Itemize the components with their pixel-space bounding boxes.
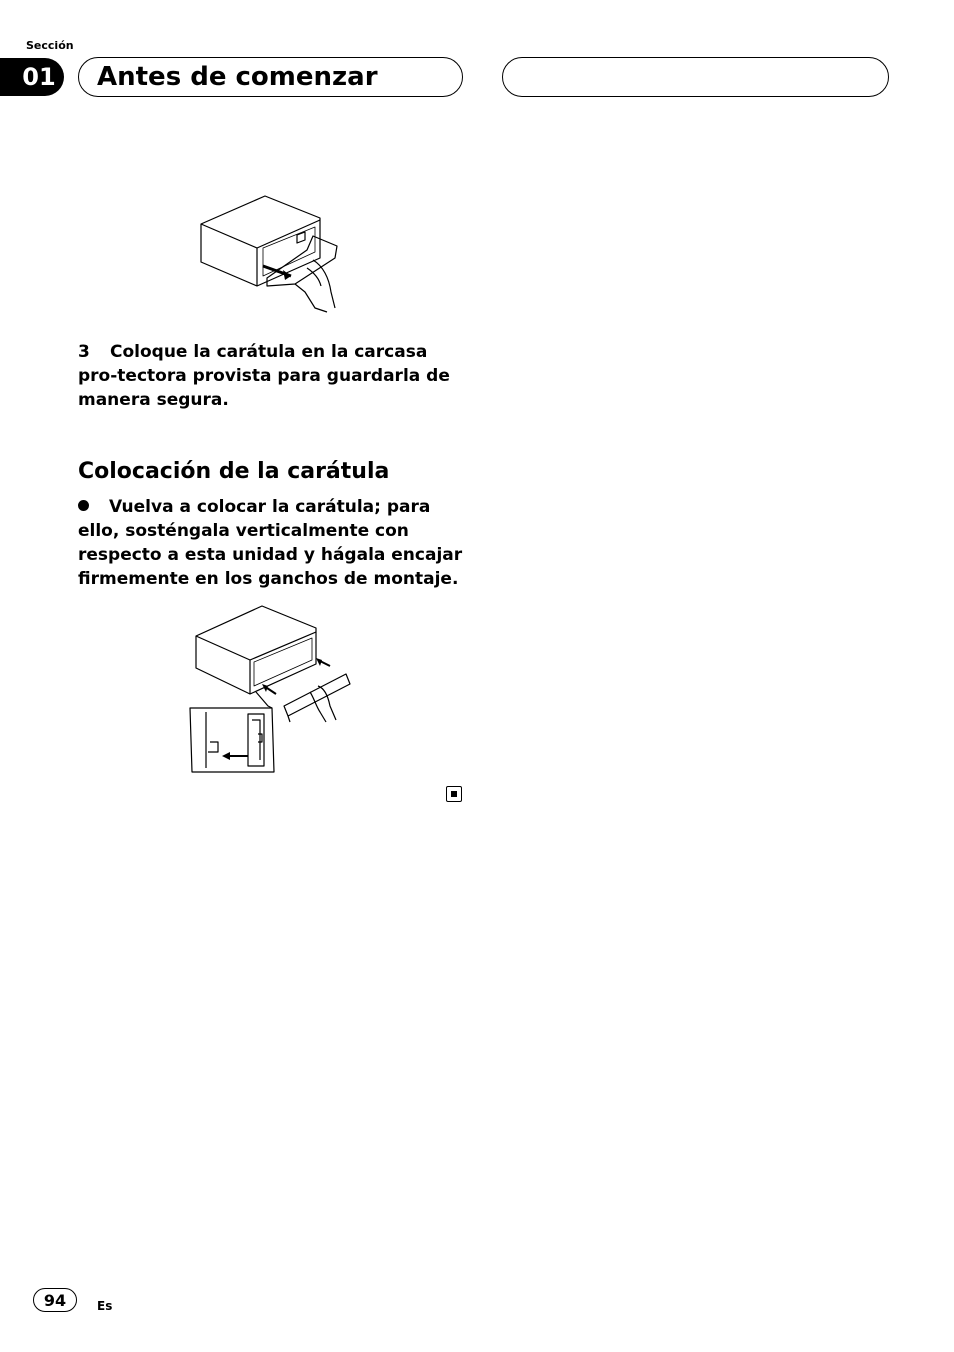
- section-number: 01: [22, 63, 56, 91]
- section-label: Sección: [26, 39, 74, 52]
- right-header-frame: [502, 57, 889, 97]
- page-title: Antes de comenzar: [97, 62, 378, 92]
- section-heading: Colocación de la carátula: [78, 459, 390, 484]
- step-number: 3: [78, 342, 90, 362]
- page-number: 94: [33, 1288, 77, 1312]
- language-code: Es: [97, 1299, 113, 1313]
- bullet-item: [78, 495, 468, 591]
- step-3: [78, 340, 468, 412]
- end-of-section-mark: [446, 786, 462, 802]
- bullet-icon: [78, 500, 89, 511]
- section-number-tab: [0, 58, 64, 96]
- bullet-text: Vuelva a colocar la carátula; para ello, sosténgala verticalmente con respecto a esta unidad y hágala encajar firmemente en los ganchos de montaje.: [78, 497, 463, 589]
- step-text: Coloque la carátula en la carcasa pro-tectora provista para guardarla de manera segura.: [78, 342, 450, 410]
- illustration-remove-panel: [195, 190, 365, 315]
- page-title-frame: [78, 57, 463, 97]
- illustration-attach-panel: [188, 602, 358, 777]
